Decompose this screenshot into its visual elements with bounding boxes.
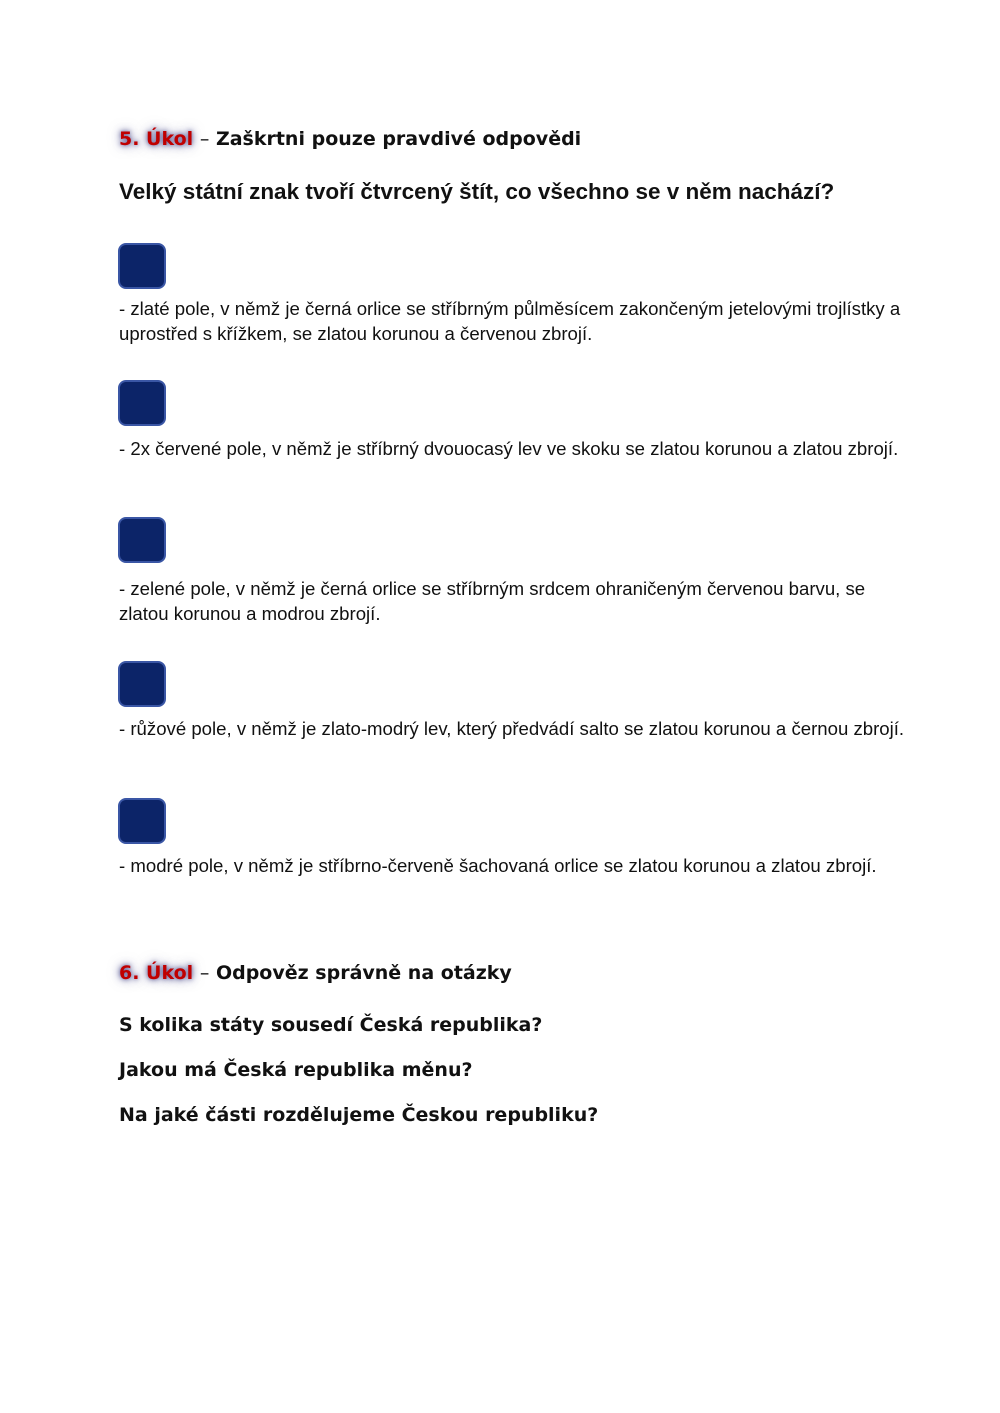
option-4-text: - růžové pole, v němž je zlato-modrý lev, který předvádí salto se zlatou korunou a černou zbrojí. [119, 718, 905, 739]
task6-dash: – [199, 962, 210, 984]
option-2-text: - 2x červené pole, v němž je stříbrný dvouocasý lev ve skoku se zlatou korunou a zlatou zbrojí. [119, 438, 899, 459]
task5-question: Velký státní znak tvoří čtvrcený štít, co všechno se v něm nachází? [119, 179, 835, 204]
option-2-checkbox[interactable] [118, 380, 166, 426]
task5-dash: – [199, 128, 210, 150]
task5-heading [119, 128, 581, 150]
option-1-text: - zlaté pole, v němž je černá orlice se stříbrným půlměsícem zakončeným jetelovými trojlístky a uprostřed s křížkem, se zlatou korunou a červenou zbrojí. [119, 298, 901, 344]
task6-heading [119, 962, 512, 984]
task6-instruction: Odpověz správně na otázky [215, 962, 512, 984]
task6-question-1: S kolika státy sousedí Česká republika? [119, 1014, 543, 1036]
task5-number: 5. Úkol [119, 128, 194, 150]
option-5-checkbox[interactable] [118, 798, 166, 844]
task5-instruction: Zaškrtni pouze pravdivé odpovědi [215, 128, 582, 150]
task6-number: 6. Úkol [119, 962, 194, 984]
task6-question-3: Na jaké části rozdělujeme Českou republiku? [119, 1104, 599, 1126]
option-3-checkbox[interactable] [118, 517, 166, 563]
option-1-checkbox[interactable] [118, 243, 166, 289]
option-4-checkbox[interactable] [118, 661, 166, 707]
option-3-text: - zelené pole, v němž je černá orlice se stříbrným srdcem ohraničeným červenou barvu, se zlatou korunou a modrou zbrojí. [119, 578, 866, 624]
task6-question-2: Jakou má Česká republika měnu? [119, 1059, 473, 1081]
option-5-text: - modré pole, v němž je stříbrno-červeně šachovaná orlice se zlatou korunou a zlatou zbrojí. [119, 855, 877, 876]
